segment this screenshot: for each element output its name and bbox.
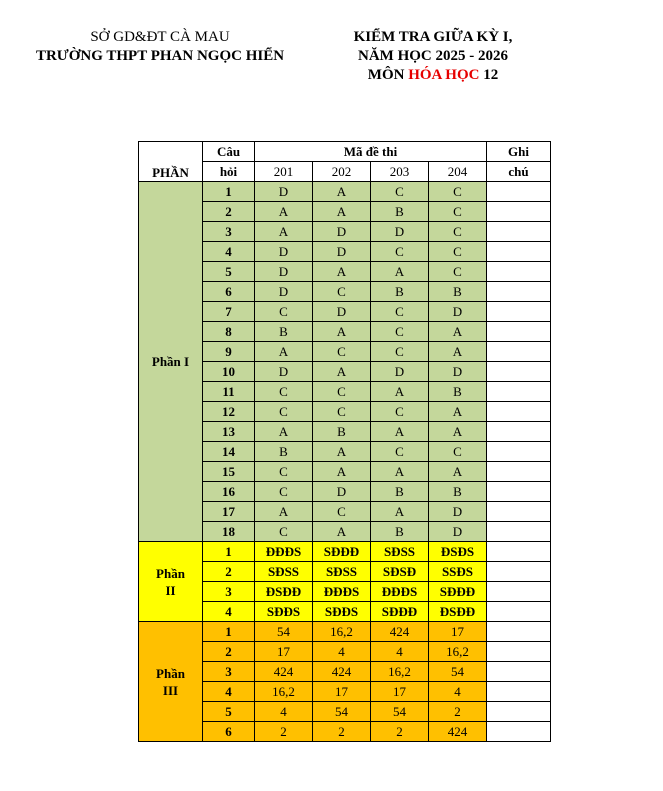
question-number: 1: [203, 622, 255, 642]
answer-cell: 16,2: [255, 682, 313, 702]
question-number: 14: [203, 442, 255, 462]
answer-cell: B: [371, 202, 429, 222]
answer-cell: 54: [255, 622, 313, 642]
table-row: [139, 182, 551, 202]
subject-name: HÓA HỌC: [408, 67, 480, 83]
department-name: SỞ GD&ĐT CÀ MAU: [90, 29, 230, 45]
note-cell: [487, 442, 551, 462]
answer-cell: 16,2: [313, 622, 371, 642]
exam-code: 204: [429, 162, 487, 182]
note-cell: [487, 642, 551, 662]
answer-cell: C: [255, 482, 313, 502]
answer-cell: ĐĐĐS: [313, 582, 371, 602]
answer-cell: C: [371, 322, 429, 342]
table-row: [139, 622, 551, 642]
answer-cell: D: [255, 282, 313, 302]
answer-cell: A: [255, 502, 313, 522]
note-cell: [487, 502, 551, 522]
answer-cell: A: [371, 382, 429, 402]
question-column-header-line2: hỏi: [203, 162, 255, 182]
school-year: NĂM HỌC 2025 - 2026: [358, 48, 508, 64]
section-label: Phần II: [139, 542, 203, 622]
answer-cell: B: [371, 282, 429, 302]
answer-cell: D: [313, 482, 371, 502]
answer-cell: B: [371, 482, 429, 502]
answer-cell: D: [313, 302, 371, 322]
answer-cell: 424: [313, 662, 371, 682]
question-number: 5: [203, 702, 255, 722]
answer-cell: D: [429, 522, 487, 542]
answer-cell: SĐĐS: [313, 602, 371, 622]
answer-cell: 16,2: [371, 662, 429, 682]
answer-key-table: [138, 141, 551, 742]
question-number: 16: [203, 482, 255, 502]
section-label: Phần I: [139, 182, 203, 542]
answer-cell: SĐĐS: [255, 602, 313, 622]
answer-cell: 2: [429, 702, 487, 722]
answer-cell: C: [371, 402, 429, 422]
answer-cell: D: [371, 362, 429, 382]
note-cell: [487, 302, 551, 322]
question-number: 2: [203, 642, 255, 662]
answer-cell: D: [255, 242, 313, 262]
answer-cell: B: [255, 442, 313, 462]
note-cell: [487, 522, 551, 542]
answer-cell: ĐSĐĐ: [429, 602, 487, 622]
note-cell: [487, 322, 551, 342]
answer-cell: D: [255, 362, 313, 382]
subject-line: MÔN HÓA HỌC 12: [367, 67, 499, 83]
question-number: 4: [203, 682, 255, 702]
question-number: 2: [203, 562, 255, 582]
answer-cell: SĐSS: [313, 562, 371, 582]
note-cell: [487, 542, 551, 562]
answer-cell: 4: [429, 682, 487, 702]
note-cell: [487, 462, 551, 482]
part-column-header: PHẦN: [139, 142, 203, 182]
answer-cell: A: [429, 462, 487, 482]
question-number: 13: [203, 422, 255, 442]
answer-cell: SĐĐĐ: [313, 542, 371, 562]
answer-cell: A: [313, 182, 371, 202]
question-number: 10: [203, 362, 255, 382]
answer-cell: C: [255, 462, 313, 482]
answer-cell: 424: [371, 622, 429, 642]
answer-cell: ĐĐĐS: [371, 582, 429, 602]
answer-cell: C: [313, 282, 371, 302]
answer-cell: C: [371, 342, 429, 362]
question-number: 6: [203, 722, 255, 742]
question-number: 15: [203, 462, 255, 482]
answer-cell: D: [255, 262, 313, 282]
answer-key-body: [139, 182, 551, 742]
answer-cell: B: [429, 382, 487, 402]
answer-cell: A: [429, 322, 487, 342]
note-column-header-line2: chú: [487, 162, 551, 182]
answer-cell: 2: [371, 722, 429, 742]
answer-cell: C: [429, 222, 487, 242]
question-number: 4: [203, 242, 255, 262]
answer-cell: C: [255, 302, 313, 322]
answer-cell: D: [429, 302, 487, 322]
answer-cell: SĐSS: [371, 542, 429, 562]
answer-cell: 17: [313, 682, 371, 702]
question-number: 7: [203, 302, 255, 322]
answer-cell: A: [371, 422, 429, 442]
answer-cell: B: [255, 322, 313, 342]
answer-cell: 2: [313, 722, 371, 742]
answer-cell: SĐSS: [255, 562, 313, 582]
answer-cell: SĐĐĐ: [429, 582, 487, 602]
answer-cell: 54: [429, 662, 487, 682]
exam-title: KIỂM TRA GIỮA KỲ I,: [353, 29, 513, 45]
note-cell: [487, 362, 551, 382]
answer-cell: ĐSĐS: [429, 542, 487, 562]
answer-cell: ĐĐĐS: [255, 542, 313, 562]
note-cell: [487, 282, 551, 302]
note-cell: [487, 382, 551, 402]
note-cell: [487, 222, 551, 242]
answer-cell: A: [313, 442, 371, 462]
note-cell: [487, 182, 551, 202]
answer-cell: A: [255, 422, 313, 442]
answer-cell: 424: [255, 662, 313, 682]
answer-cell: B: [429, 282, 487, 302]
answer-cell: C: [255, 382, 313, 402]
answer-cell: C: [429, 442, 487, 462]
note-cell: [487, 662, 551, 682]
answer-cell: C: [429, 242, 487, 262]
answer-cell: B: [313, 422, 371, 442]
answer-cell: C: [313, 502, 371, 522]
answer-cell: C: [313, 402, 371, 422]
school-header: [10, 28, 310, 66]
note-cell: [487, 622, 551, 642]
answer-cell: 4: [371, 642, 429, 662]
question-number: 3: [203, 662, 255, 682]
question-number: 8: [203, 322, 255, 342]
note-cell: [487, 242, 551, 262]
question-column-header: Câu: [203, 142, 255, 162]
question-number: 5: [203, 262, 255, 282]
answer-cell: A: [313, 262, 371, 282]
answer-cell: C: [429, 202, 487, 222]
answer-cell: C: [429, 262, 487, 282]
answer-cell: D: [313, 242, 371, 262]
answer-cell: 2: [255, 722, 313, 742]
answer-cell: C: [313, 382, 371, 402]
answer-cell: A: [429, 422, 487, 442]
question-number: 6: [203, 282, 255, 302]
answer-cell: SĐĐĐ: [371, 602, 429, 622]
note-cell: [487, 562, 551, 582]
question-number: 11: [203, 382, 255, 402]
answer-cell: C: [255, 522, 313, 542]
question-number: 9: [203, 342, 255, 362]
answer-cell: C: [371, 442, 429, 462]
answer-cell: A: [429, 342, 487, 362]
answer-cell: A: [255, 342, 313, 362]
note-cell: [487, 262, 551, 282]
answer-cell: B: [429, 482, 487, 502]
answer-cell: D: [313, 222, 371, 242]
answer-cell: D: [255, 182, 313, 202]
answer-cell: A: [313, 322, 371, 342]
answer-cell: A: [429, 402, 487, 422]
school-name: TRƯỜNG THPT PHAN NGỌC HIỂN: [35, 48, 285, 64]
note-cell: [487, 422, 551, 442]
answer-cell: 54: [313, 702, 371, 722]
exam-codes-header: Mã đề thi: [255, 142, 487, 162]
answer-cell: ĐSĐĐ: [255, 582, 313, 602]
answer-cell: D: [371, 222, 429, 242]
exam-header: [318, 28, 548, 85]
answer-cell: C: [371, 242, 429, 262]
question-number: 3: [203, 222, 255, 242]
question-number: 1: [203, 182, 255, 202]
answer-cell: 4: [313, 642, 371, 662]
answer-cell: C: [371, 182, 429, 202]
question-number: 12: [203, 402, 255, 422]
note-cell: [487, 682, 551, 702]
note-cell: [487, 702, 551, 722]
question-number: 3: [203, 582, 255, 602]
answer-cell: A: [255, 202, 313, 222]
question-number: 2: [203, 202, 255, 222]
note-cell: [487, 202, 551, 222]
answer-cell: C: [429, 182, 487, 202]
note-cell: [487, 342, 551, 362]
exam-code: 201: [255, 162, 313, 182]
answer-cell: C: [313, 342, 371, 362]
answer-cell: 17: [371, 682, 429, 702]
answer-cell: A: [313, 362, 371, 382]
question-number: 4: [203, 602, 255, 622]
question-number: 17: [203, 502, 255, 522]
note-cell: [487, 722, 551, 742]
answer-cell: 54: [371, 702, 429, 722]
question-number: 1: [203, 542, 255, 562]
answer-cell: 4: [255, 702, 313, 722]
answer-cell: A: [371, 462, 429, 482]
answer-cell: D: [429, 502, 487, 522]
answer-cell: B: [371, 522, 429, 542]
table-row: [139, 542, 551, 562]
exam-code: 203: [371, 162, 429, 182]
answer-cell: C: [255, 402, 313, 422]
answer-cell: A: [255, 222, 313, 242]
exam-code: 202: [313, 162, 371, 182]
answer-cell: A: [313, 462, 371, 482]
answer-cell: A: [371, 502, 429, 522]
answer-cell: 17: [255, 642, 313, 662]
note-cell: [487, 602, 551, 622]
answer-cell: A: [313, 522, 371, 542]
note-cell: [487, 402, 551, 422]
answer-cell: A: [313, 202, 371, 222]
answer-cell: SĐSĐ: [371, 562, 429, 582]
answer-cell: 424: [429, 722, 487, 742]
answer-cell: SSĐS: [429, 562, 487, 582]
answer-cell: A: [371, 262, 429, 282]
answer-cell: 16,2: [429, 642, 487, 662]
answer-cell: D: [429, 362, 487, 382]
note-cell: [487, 482, 551, 502]
question-number: 18: [203, 522, 255, 542]
note-cell: [487, 582, 551, 602]
answer-cell: 17: [429, 622, 487, 642]
section-label: Phần III: [139, 622, 203, 742]
answer-cell: C: [371, 302, 429, 322]
note-column-header: Ghi: [487, 142, 551, 162]
